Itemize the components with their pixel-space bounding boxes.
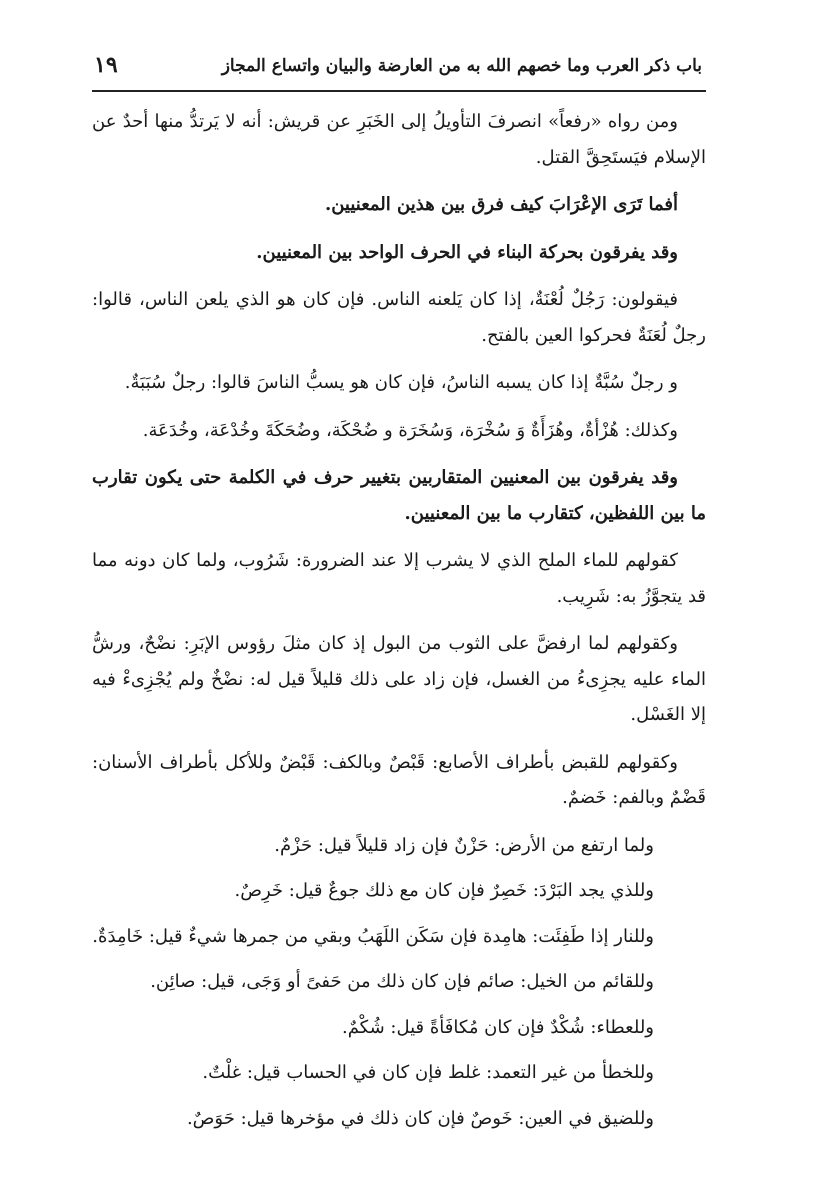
list-item: ولما ارتفع من الأرض: حَزْنٌ فإن زاد قليلاً قيل: حَزْمٌ. (274, 834, 654, 856)
list-item: وللعطاء: شُكْدٌ فإن كان مُكافَأةً قيل: شُكْمٌ. (341, 1016, 654, 1038)
paragraph: و رجلٌ سُبَّةٌ إذا كان يسبه الناسُ، فإن كان هو يسبُّ الناسَ قالوا: رجلٌ سُبَبَةٌ. (124, 372, 678, 393)
paragraph: وكذلك: هُزْأةٌ، وهُزَأَةٌ وَ سُخْرَة، وَسُخَرَة و ضُحْكَة، وضُحَكَةَ وخُدْعَة، وخُدَعَة. (142, 419, 678, 441)
paragraph: فيقولون: رَجُلٌ لُعْنَةٌ، إذا كان يَلعنه الناس. فإن كان هو الذي يلعن الناس، قالوا: رجلٌ لُعَنَةٌ فحركوا العين بالفتح. (92, 289, 706, 346)
list-item: وللنار إذا طَفِئَت: هامِدة فإن سَكَن اللَهَبُ وبقي من جمرها شيءٌ قيل: خَامِدَةٌ. (92, 925, 654, 947)
list-item: وللخطأ من غير التعمد: غلط فإن كان في الحساب قيل: غلْتٌ. (202, 1062, 654, 1083)
paragraph: كقولهم للماء الملح الذي لا يشرب إلا عند الضرورة: شَرُوب، ولما كان دونه مما قد يتجوَّزُ به: شَرِيب. (92, 550, 706, 607)
page-body (92, 104, 706, 1146)
list-item: وللقائم من الخيل: صائم فإن كان ذلك من حَفىً أو وَجَى، قيل: صائِن. (150, 971, 654, 992)
paragraph: وكقولهم لما ارفضَّ على الثوب من البول إذ كان مثلَ رؤوس الإبَرِ: نضْحٌ، ورشُّ الماء عليه يجزِىءُ من الغسل، فإن زاد على ذلك قليلاً قيل له: نضْخٌ ولم يُجْزِىءْ فيه إلا الغَسْل. (92, 633, 706, 725)
page-number: ١٩ (94, 52, 118, 78)
list-item: وللذي يجد البَرْدَ: خَصِرٌ فإن كان مع ذلك جوعٌ قيل: خَرِصٌ. (234, 880, 654, 901)
section-heading: وقد يفرقون بحركة البناء في الحرف الواحد بين المعنيين. (256, 241, 678, 263)
paragraph: ومن رواه «رفعاً» انصرفَ التأويلُ إلى الخَبَرِ عن قريش: أنه لا يَرتدُّ منها أحدٌ عن الإسلام فيَستَحِقَّ القتل. (92, 111, 706, 168)
page-header (92, 50, 706, 92)
running-title: باب ذكر العرب وما خصهم الله به من العارضة والبيان واتساع المجاز (221, 56, 702, 76)
paragraph: وكقولهم للقبض بأطراف الأصابع: قَبْصٌ وبالكف: قَبْضٌ وللأكل بأطراف الأسنان: قَضْمٌ وبالفم: خَضمٌ. (92, 751, 706, 808)
list-item: وللضيق في العين: خَوصٌ فإن كان ذلك في مؤخرها قيل: حَوَصٌ. (186, 1107, 654, 1129)
section-heading: وقد يفرقون بين المعنيين المتقاربين بتغيير حرف في الكلمة حتى يكون تقارب ما بين اللفظين، كتقارب ما بين المعنيين. (92, 467, 706, 524)
paragraph: أفما تَرَى الإعْرَابَ كيف فرق بين هذين المعنيين. (324, 194, 678, 215)
